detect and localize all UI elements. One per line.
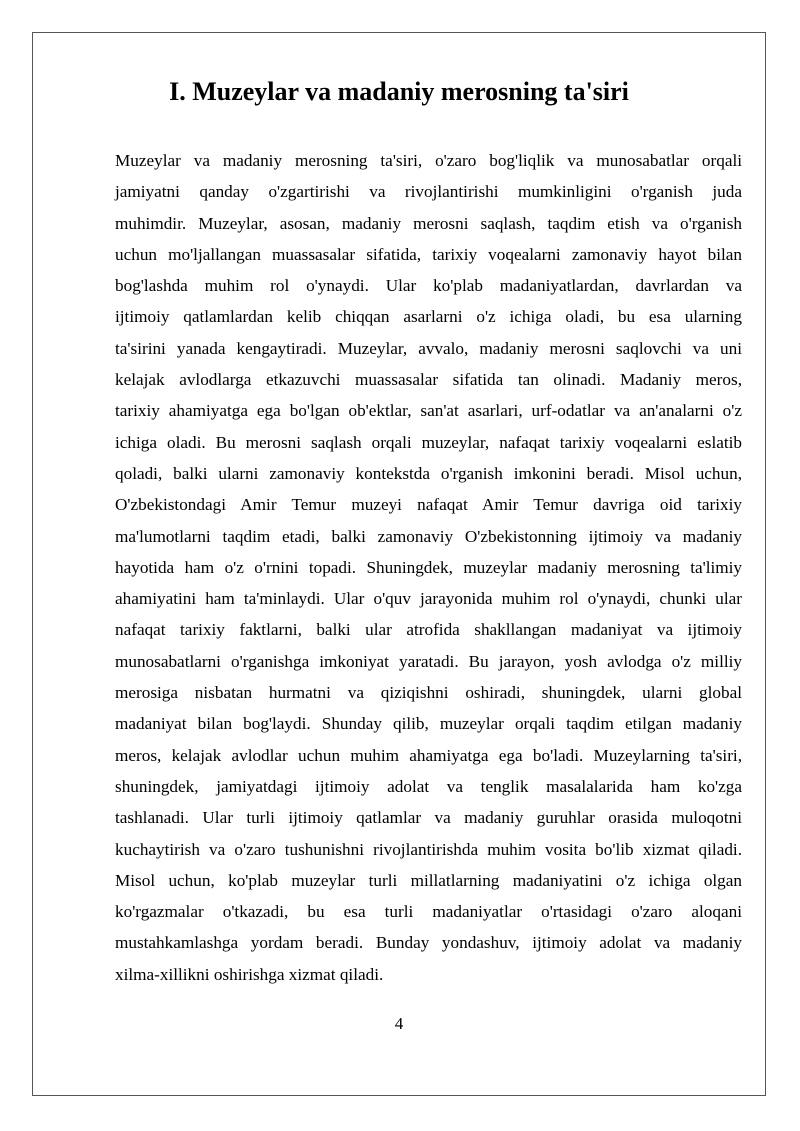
paragraph-line: jamiyatni qanday o'zgartirishi va rivojlantirishi mumkinligini o'rganish juda: [115, 182, 742, 202]
paragraph-line: madaniyat bilan bog'laydi. Shunday qilib, muzeylar orqali taqdim etilgan madaniy: [115, 714, 742, 734]
paragraph-line: shuningdek, jamiyatdagi ijtimoiy adolat va tenglik masalalarida ham ko'zga: [115, 776, 742, 796]
paragraph-line: ma'lumotlarni taqdim etadi, balki zamonaviy O'zbekistonning ijtimoiy va madaniy: [115, 526, 742, 546]
paragraph-line: ko'rgazmalar o'tkazadi, bu esa turli madaniyatlar o'rtasidagi o'zaro aloqani: [115, 902, 742, 922]
paragraph-line: tashlanadi. Ular turli ijtimoiy qatlamlar va madaniy guruhlar orasida muloqotni: [115, 808, 742, 828]
paragraph-line: ijtimoiy qatlamlardan kelib chiqqan asarlarni o'z ichiga oladi, bu esa ularning: [115, 307, 742, 327]
paragraph-line: ta'sirini yanada kengaytiradi. Muzeylar, avvalo, madaniy merosni saqlovchi va uni: [115, 338, 742, 358]
page-number: 4: [394, 1014, 404, 1033]
paragraph-line: uchun mo'ljallangan muassasalar sifatida, tarixiy voqealarni zamonaviy hayot bilan: [115, 244, 742, 264]
paragraph-line: muhimdir. Muzeylar, asosan, madaniy merosni saqlash, taqdim etish va o'rganish: [115, 213, 742, 233]
paragraph-line: mustahkamlashga yordam beradi. Bunday yondashuv, ijtimoiy adolat va madaniy: [115, 933, 742, 953]
paragraph-line: nafaqat tarixiy faktlarni, balki ular atrofida shakllangan madaniyat va ijtimoiy: [115, 620, 742, 640]
paragraph-line: merosiga nisbatan hurmatni va qiziqishni oshiradi, shuningdek, ularni global: [115, 683, 742, 703]
paragraph-line: ichiga oladi. Bu merosni saqlash orqali muzeylar, nafaqat tarixiy voqealarni eslatib: [115, 432, 742, 452]
paragraph-line: hayotida ham o'z o'rnini topadi. Shuningdek, muzeylar madaniy merosning ta'limiy: [115, 557, 742, 577]
document-title: I. Muzeylar va madaniy merosning ta'siri: [169, 77, 629, 106]
paragraph-line: xilma-xillikni oshirishga xizmat qiladi.: [115, 964, 384, 984]
paragraph-line: Muzeylar va madaniy merosning ta'siri, o'zaro bog'liqlik va munosabatlar orqali: [115, 151, 742, 170]
paragraph-line: munosabatlarni o'rganishga imkoniyat yaratadi. Bu jarayon, yosh avlodga o'z milliy: [115, 651, 742, 671]
paragraph-line: meros, kelajak avlodlar uchun muhim ahamiyatga ega bo'ladi. Muzeylarning ta'siri,: [115, 745, 742, 765]
paragraph-line: ahamiyatini ham ta'minlaydi. Ular o'quv jarayonida muhim rol o'ynaydi, chunki ular: [115, 589, 742, 609]
paragraph-line: bog'lashda muhim rol o'ynaydi. Ular ko'plab madaniyatlardan, davrlardan va: [115, 276, 742, 296]
paragraph-line: kuchaytirish va o'zaro tushunishni rivojlantirishda muhim vosita bo'lib xizmat qiladi.: [115, 839, 742, 859]
paragraph-line: qoladi, balki ularni zamonaviy kontekstda o'rganish imkonini beradi. Misol uchun,: [115, 463, 742, 483]
paragraph-line: O'zbekistondagi Amir Temur muzeyi nafaqat Amir Temur davriga oid tarixiy: [115, 495, 742, 515]
paragraph-line: Misol uchun, ko'plab muzeylar turli millatlarning madaniyatini o'z ichiga olgan: [115, 870, 742, 890]
body-paragraph: [115, 145, 742, 990]
paragraph-line: tarixiy ahamiyatga ega bo'lgan ob'ektlar, san'at asarlari, urf-odatlar va an'analarni o'z: [115, 401, 742, 421]
paragraph-line: kelajak avlodlarga etkazuvchi muassasalar sifatida tan olinadi. Madaniy meros,: [115, 370, 742, 390]
